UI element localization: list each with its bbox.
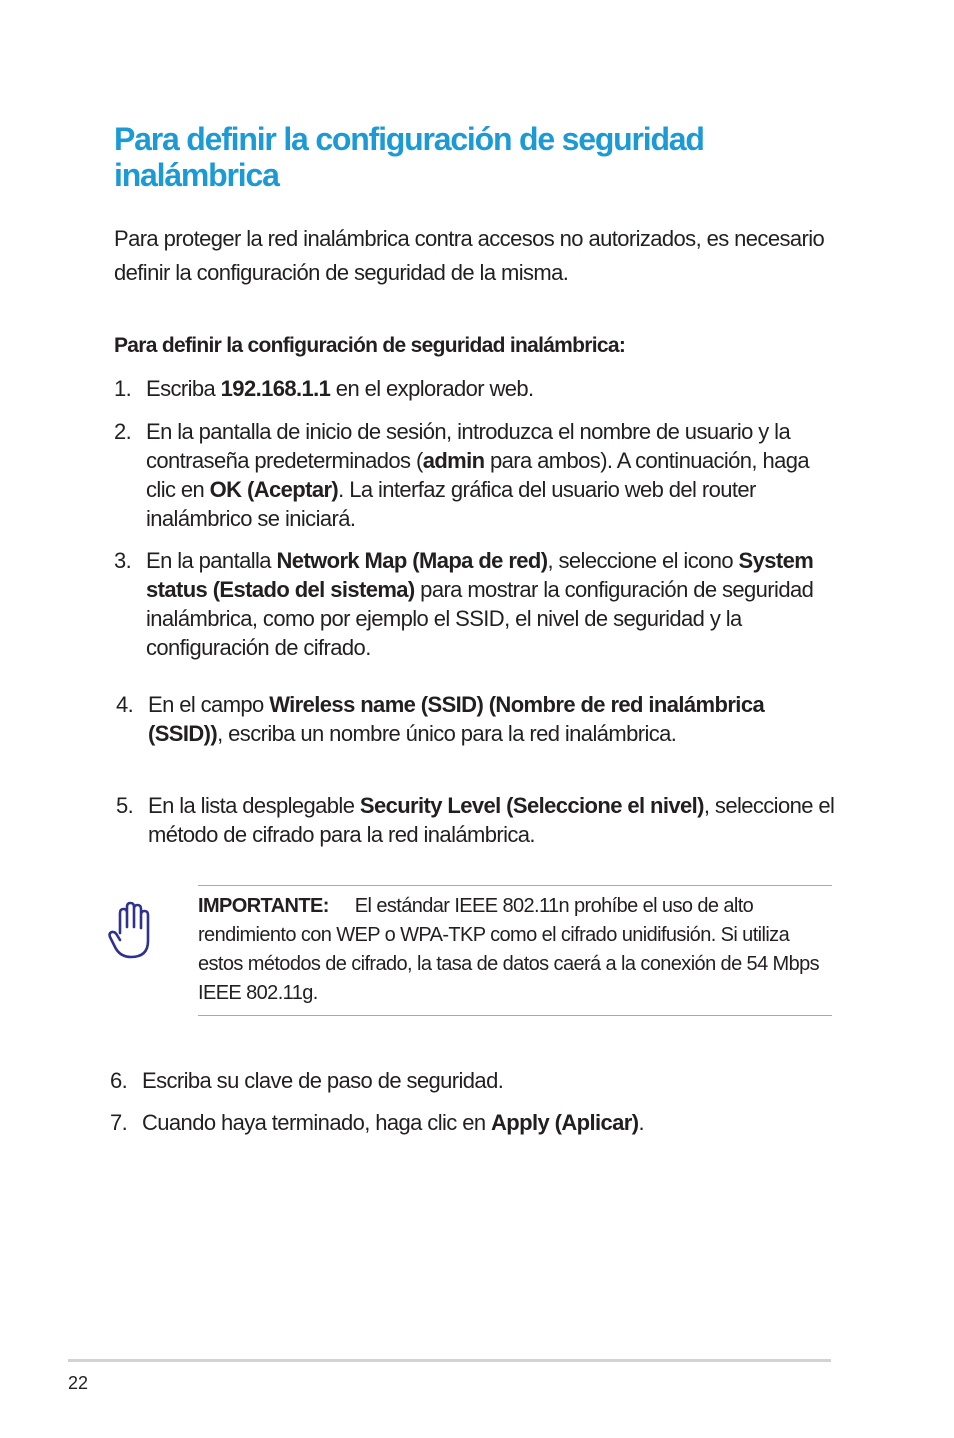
step-7 bbox=[110, 1108, 830, 1137]
step-text: En la pantalla Network Map (Mapa de red), seleccione el icono System status (Estado del sistema) para mostrar la configuración de seguridad inalámbrica, como por ejemplo el SSID, el nivel de seguridad y la configuración de cifrado. bbox=[146, 548, 814, 660]
intro-paragraph: Para proteger la red inalámbrica contra accesos no autorizados, es necesario definir la configuración de seguridad de la misma. bbox=[114, 226, 825, 285]
step-number: 5. bbox=[116, 793, 134, 818]
step-2 bbox=[114, 417, 834, 533]
step-3 bbox=[114, 546, 834, 662]
procedure-heading: Para definir la configuración de seguridad inalámbrica: bbox=[114, 334, 626, 357]
step-number: 7. bbox=[110, 1110, 128, 1135]
footer-rule bbox=[68, 1359, 831, 1362]
step-text: En la pantalla de inicio de sesión, introduzca el nombre de usuario y la contraseña predeterminados (admin para ambos). A continuación, haga clic en OK (Aceptar). La interfaz gráfica del usuario web del router inalámbrico se iniciará. bbox=[146, 419, 809, 531]
step-1 bbox=[114, 374, 834, 403]
note-top-rule bbox=[198, 885, 832, 886]
step-text: Escriba su clave de paso de seguridad. bbox=[142, 1068, 504, 1093]
step-number: 1. bbox=[114, 376, 132, 401]
note-text: El estándar IEEE 802.11n prohíbe el uso de alto rendimiento con WEP o WPA-TKP como el cifrado unidifusión. Si utiliza estos métodos de cifrado, la tasa de datos caerá a la conexión de 54 Mbps IEEE 802.11g. bbox=[198, 895, 820, 1004]
step-4 bbox=[116, 690, 836, 748]
apply-button-reference: Apply (Aplicar) bbox=[490, 1110, 639, 1135]
important-note bbox=[198, 892, 832, 1008]
ssid-field-reference: Wireless name (SSID) (Nombre de red inalámbrica (SSID)) bbox=[148, 692, 765, 746]
hand-stop-icon bbox=[106, 897, 156, 961]
network-map-reference: Network Map (Mapa de red) bbox=[276, 548, 548, 573]
step-number: 4. bbox=[116, 692, 134, 717]
step-text: En la lista desplegable Security Level (Seleccione el nivel), seleccione el método de cifrado para la red inalámbrica. bbox=[148, 793, 835, 847]
note-label: IMPORTANTE: bbox=[198, 895, 329, 917]
security-level-reference: Security Level (Seleccione el nivel) bbox=[359, 793, 704, 818]
step-text: Escriba 192.168.1.1 en el explorador web. bbox=[146, 376, 534, 401]
step-number: 6. bbox=[110, 1068, 128, 1093]
page-number: 22 bbox=[68, 1373, 89, 1393]
note-bottom-rule bbox=[198, 1015, 832, 1016]
step-5 bbox=[116, 791, 836, 849]
ip-address: 192.168.1.1 bbox=[220, 376, 331, 401]
step-6 bbox=[110, 1066, 830, 1095]
section-title: Para definir la configuración de seguridad inalámbrica bbox=[114, 121, 704, 193]
default-credential: admin bbox=[422, 448, 485, 473]
step-text: En el campo Wireless name (SSID) (Nombre de red inalámbrica (SSID)), escriba un nombre único para la red inalámbrica. bbox=[148, 692, 765, 746]
step-number: 2. bbox=[114, 419, 132, 444]
ok-button-reference: OK (Aceptar) bbox=[209, 477, 339, 502]
step-number: 3. bbox=[114, 548, 132, 573]
step-text: Cuando haya terminado, haga clic en Apply (Aplicar). bbox=[142, 1110, 644, 1135]
system-status-reference: System status (Estado del sistema) bbox=[146, 548, 814, 602]
